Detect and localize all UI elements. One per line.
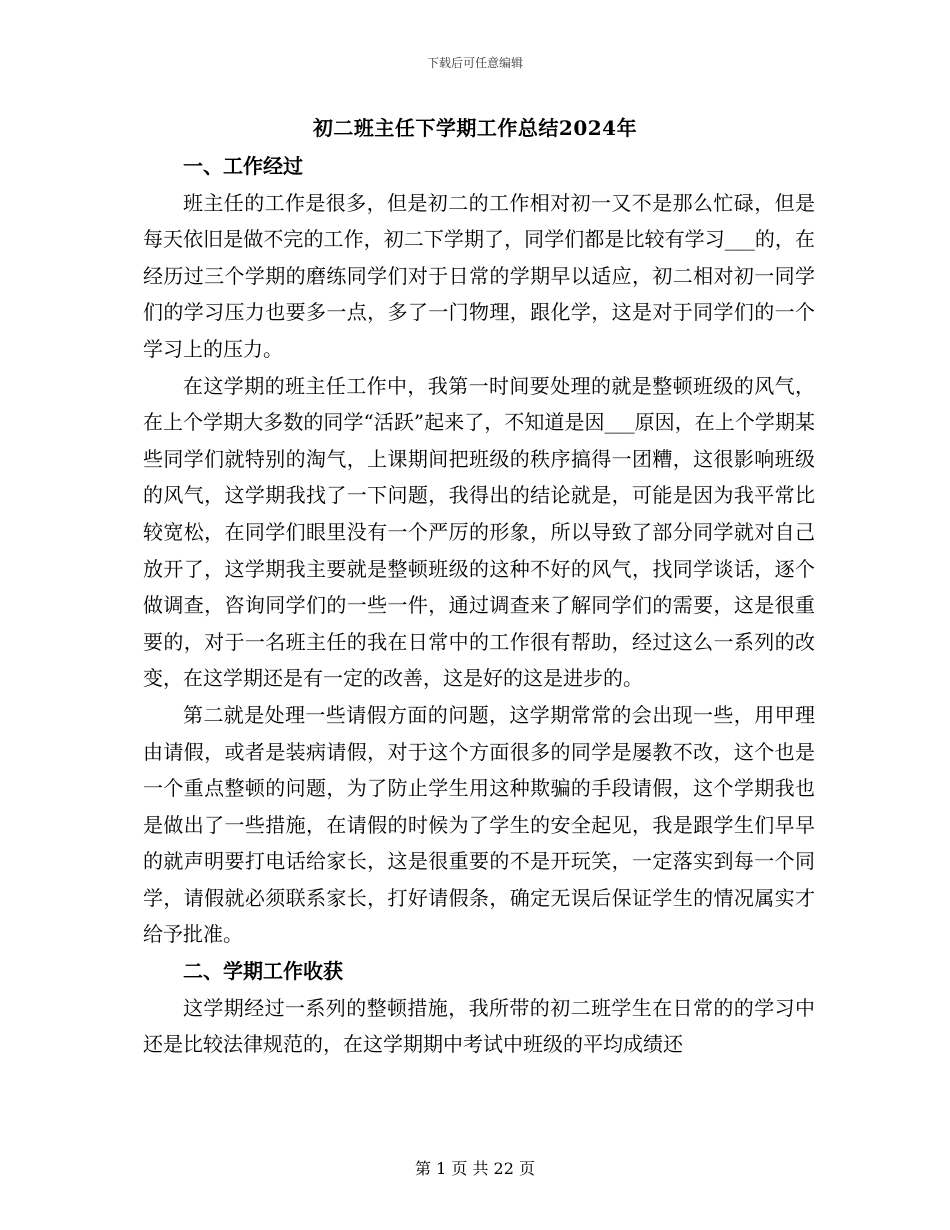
- paragraph: 第二就是处理一些请假方面的问题，这学期常常的会出现一些，用甲理由请假，或者是装病请假，对于这个方面很多的同学是屡教不改，这个也是一个重点整顿的问题，为了防止学生用这种欺骗的手段请假，这个学期我也是做出了一些措施，在请假的时候为了学生的安全起见，我是跟学生们早早的就声明要打电话给家长，这是很重要的不是开玩笑，一定落实到每一个同学，请假就必须联系家长，打好请假条，确定无误后保证学生的情况属实才给予批准。: [143, 702, 815, 947]
- paragraph: 班主任的工作是很多，但是初二的工作相对初一又不是那么忙碌，但是每天依旧是做不完的工作，初二下学期了，同学们都是比较有学习___的，在经历过三个学期的磨练同学们对于日常的学期早以适应，初二相对初一同学们的学习压力也要多一点，多了一门物理，跟化学，这是对于同学们的一个学习上的压力。: [143, 190, 815, 361]
- page-number: 第 1 页 共 22 页: [415, 1159, 535, 1178]
- document-title: 初二班主任下学期工作总结2024年: [312, 116, 638, 140]
- document-body: [143, 148, 815, 1063]
- paragraph: 这学期经过一系列的整顿措施，我所带的初二班学生在日常的的学习中还是比较法律规范的，在这学期期中考试中班级的平均成绩还: [143, 995, 815, 1057]
- paragraph: 在这学期的班主任工作中，我第一时间要处理的就是整顿班级的风气，在上个学期大多数的同学“活跃”起来了，不知道是因___原因，在上个学期某些同学们就特别的淘气，上课期间把班级的秩序搞得一团糟，这很影响班级的风气，这学期我找了一下问题，我得出的结论就是，可能是因为我平常比较宽松，在同学们眼里没有一个严厉的形象，所以导致了部分同学就对自己放开了，这学期我主要就是整顿班级的这种不好的风气，找同学谈话，逐个做调查，咨询同学们的一些一件，通过调查来了解同学们的需要，这是很重要的，对于一名班主任的我在日常中的工作很有帮助，经过这么一系列的改变，在这学期还是有一定的改善，这是好的这是进步的。: [143, 373, 815, 691]
- section-heading-semester-gains: 二、学期工作收获: [183, 959, 343, 984]
- section-heading-work-process: 一、工作经过: [183, 154, 303, 178]
- header-note: 下载后可任意编辑: [426, 56, 523, 70]
